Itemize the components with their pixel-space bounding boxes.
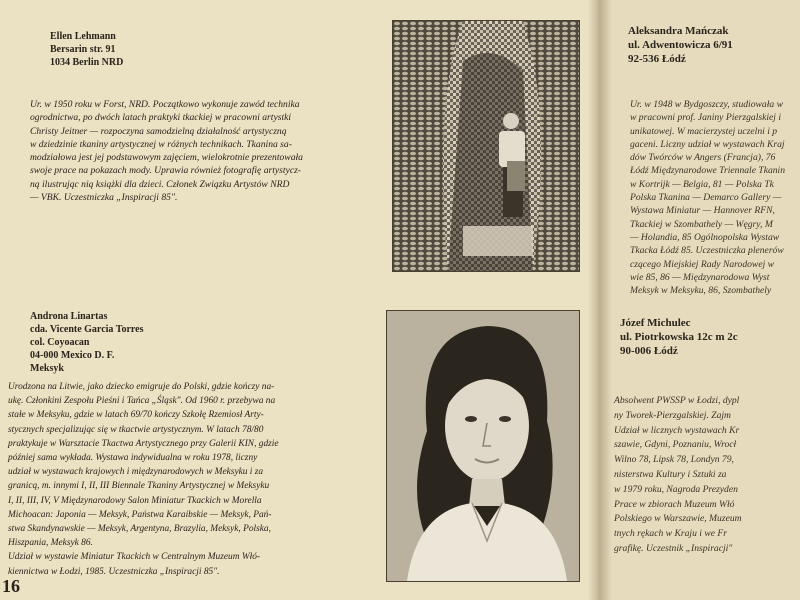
bio-line: Prace w zbiorach Muzeum Włó [614, 498, 735, 510]
bio-line: dów Twórców w Angers (Francja), 76 [630, 152, 776, 164]
bio-line: Wystawa Miniatur — Hannover RFN, [630, 205, 775, 217]
artist-name: Aleksandra Mańczak [628, 25, 729, 37]
bio-line: Łódź Międzynarodowe Triennale Tkanin [630, 165, 786, 177]
bio-line: w 1979 roku, Nagroda Prezyden [614, 483, 738, 495]
artist-address-jozef-michulec [620, 316, 738, 358]
address-city: 92-536 Łódź [628, 53, 686, 65]
bio-line: stycznych specjalizując się w tkactwie artystycznym. W latach 78/80 [8, 424, 264, 435]
artist-photo-portrait [386, 310, 580, 582]
bio-line: Christy Jeitner — rozpoczyna samodzielną działalność artystyczną [30, 125, 287, 137]
bio-line: praktykuje w Warsztacie Tkactwa Artystycznego przy Galerii KIN, gdzie [8, 438, 279, 449]
bio-line: gaceni. Liczny udział w wystawach Kraj [630, 138, 785, 150]
bio-line: ukę. Członkini Zespołu Pieśni i Tańca „Śląsk". Od 1960 r. przebywa na [8, 396, 276, 407]
bio-line: Tkackiej w Szombathely — Węgry, M [630, 218, 773, 230]
bio-line: Hiszpania, Meksyk 86. [8, 538, 93, 549]
bio-line: Ur. w 1948 w Bydgoszczy, studiowała w [630, 99, 783, 110]
bio-line: w dziedzinie tkaniny artystycznej w różnych technikach. Tkanina sa- [30, 138, 292, 150]
bio-line: wie 85, 86 — Międzynarodowa Wyst [630, 271, 770, 283]
artist-address-androna-linartas [30, 310, 144, 375]
book-gutter [588, 0, 612, 600]
bio-line: — VBK. Uczestniczka „Inspiracji 85". [30, 192, 178, 204]
bio-line: tnych rękach w Kraju i we Fr [614, 528, 727, 540]
bio-line: w Kortrijk — Belgia, 81 — Polska Tk [630, 178, 774, 190]
artist-bio-ellen-lehmann [30, 98, 385, 204]
page-number: 16 [2, 576, 20, 596]
address-street: Bersarin str. 91 [50, 44, 116, 55]
bio-line: ogrodnictwa, po dwóch latach praktyki tkackiej w pracowni artystki [30, 112, 292, 124]
bio-line: stwa Skandynawskie — Meksyk, Argentyna, Brazylia, Meksyk, Polska, [8, 524, 271, 535]
address-street: ul. Piotrkowska 12c m 2c [620, 331, 738, 343]
bio-line: Polska Tkanina — Demarco Gallery — [630, 192, 782, 204]
bio-line: Udział w wystawie Miniatur Tkackich w Centralnym Muzeum Włó- [8, 552, 261, 563]
artist-name: Józef Michulec [620, 317, 691, 329]
bio-line: ny Tworek-Pierzgalskiej. Zajm [614, 409, 731, 421]
bio-line: I, II, III, IV, V Międzynarodowy Salon Miniatur Tkackich w Morella [8, 495, 262, 506]
address-city: 1034 Berlin NRD [50, 57, 124, 68]
bio-line: czącego Miejskiej Rady Narodowej w [630, 258, 775, 270]
artist-address-ellen-lehmann [50, 30, 123, 69]
bio-line: Wilno 78, Lipsk 78, Londyn 79, [614, 454, 734, 466]
bio-line: granicą, m. innymi I, II, III Biennale Tkaniny Artystycznej w Meksyku [8, 481, 270, 492]
artist-bio-androna-linartas [8, 380, 380, 579]
bio-line: Tkacka Łódź 85. Uczestniczka plenerów [630, 245, 784, 257]
bio-line: stałe w Meksyku, gdzie w latach 69/70 kończy Szkołę Rzemiosł Arty- [8, 410, 264, 421]
bio-line: szawie, Gdyni, Poznaniu, Wrocł [614, 439, 737, 451]
address-district: col. Coyoacan [30, 337, 90, 348]
bio-line: Meksyk w Meksyku, 86, Szombathely [630, 285, 772, 297]
artist-address-aleksandra-manczak [628, 24, 733, 66]
bio-line: udział w wystawach krajowych i międzynarodowych w Meksyku i za [8, 467, 264, 478]
bio-line: Urodzona na Litwie, jako dziecko emigruje do Polski, gdzie kończy na- [8, 382, 275, 392]
address-city: 04-000 Mexico D. F. [30, 350, 115, 361]
bio-line: Udział w licznych wystawach Kr [614, 424, 740, 436]
bio-line: nisterstwa Kultury i Sztuki za [614, 468, 727, 480]
bio-line: później sama wykłada. Wystawa indywidualna w roku 1978, liczny [8, 453, 258, 464]
artist-bio-jozef-michulec [614, 394, 742, 557]
bio-line: ną ilustrując nią książki dla dzieci. Członek Związku Artystów NRD [30, 178, 290, 190]
bio-line: modziałowa jest jej podstawowym zajęciem, wielokrotnie prezentowała [30, 152, 303, 164]
artist-photo-weaving [392, 20, 580, 272]
bio-line: Ur. w 1950 roku w Forst, NRD. Początkowo wykonuje zawód technika [30, 99, 300, 110]
bio-line: Polskiego w Warszawie, Muzeum [614, 513, 742, 525]
bio-line: grafikę. Uczestnik „Inspiracji" [614, 542, 733, 554]
artist-name: Androna Linartas [30, 311, 108, 322]
bio-line: kiennictwa w Łodzi, 1985. Uczestniczka „Inspiracji 85". [8, 566, 220, 577]
address-city: 90-006 Łódź [620, 345, 678, 357]
artist-name: Ellen Lehmann [50, 31, 116, 42]
bio-line: Michoacan: Japonia — Meksyk, Państwa Karaibskie — Meksyk, Pań- [8, 509, 272, 520]
bio-line: — Holandia, 85 Ogólnopolska Wystaw [630, 231, 780, 243]
bio-line: unikatowej. W macierzystej uczelni i p [630, 125, 778, 137]
bio-line: swoje prace na pokazach mody. Uprawia również fotografię artystycz- [30, 165, 301, 177]
bio-line: w pracowni prof. Janiny Pierzgalskiej i [630, 112, 781, 124]
artist-bio-aleksandra-manczak [630, 98, 785, 297]
portrait-photo-illustration [387, 311, 579, 581]
weaving-photo-illustration [393, 21, 579, 271]
address-street: cda. Vicente Garcia Torres [30, 324, 144, 335]
address-country: Meksyk [30, 363, 64, 374]
address-street: ul. Adwentowicza 6/91 [628, 39, 733, 51]
bio-line: Absolwent PWSSP w Łodzi, dypl [614, 395, 740, 406]
